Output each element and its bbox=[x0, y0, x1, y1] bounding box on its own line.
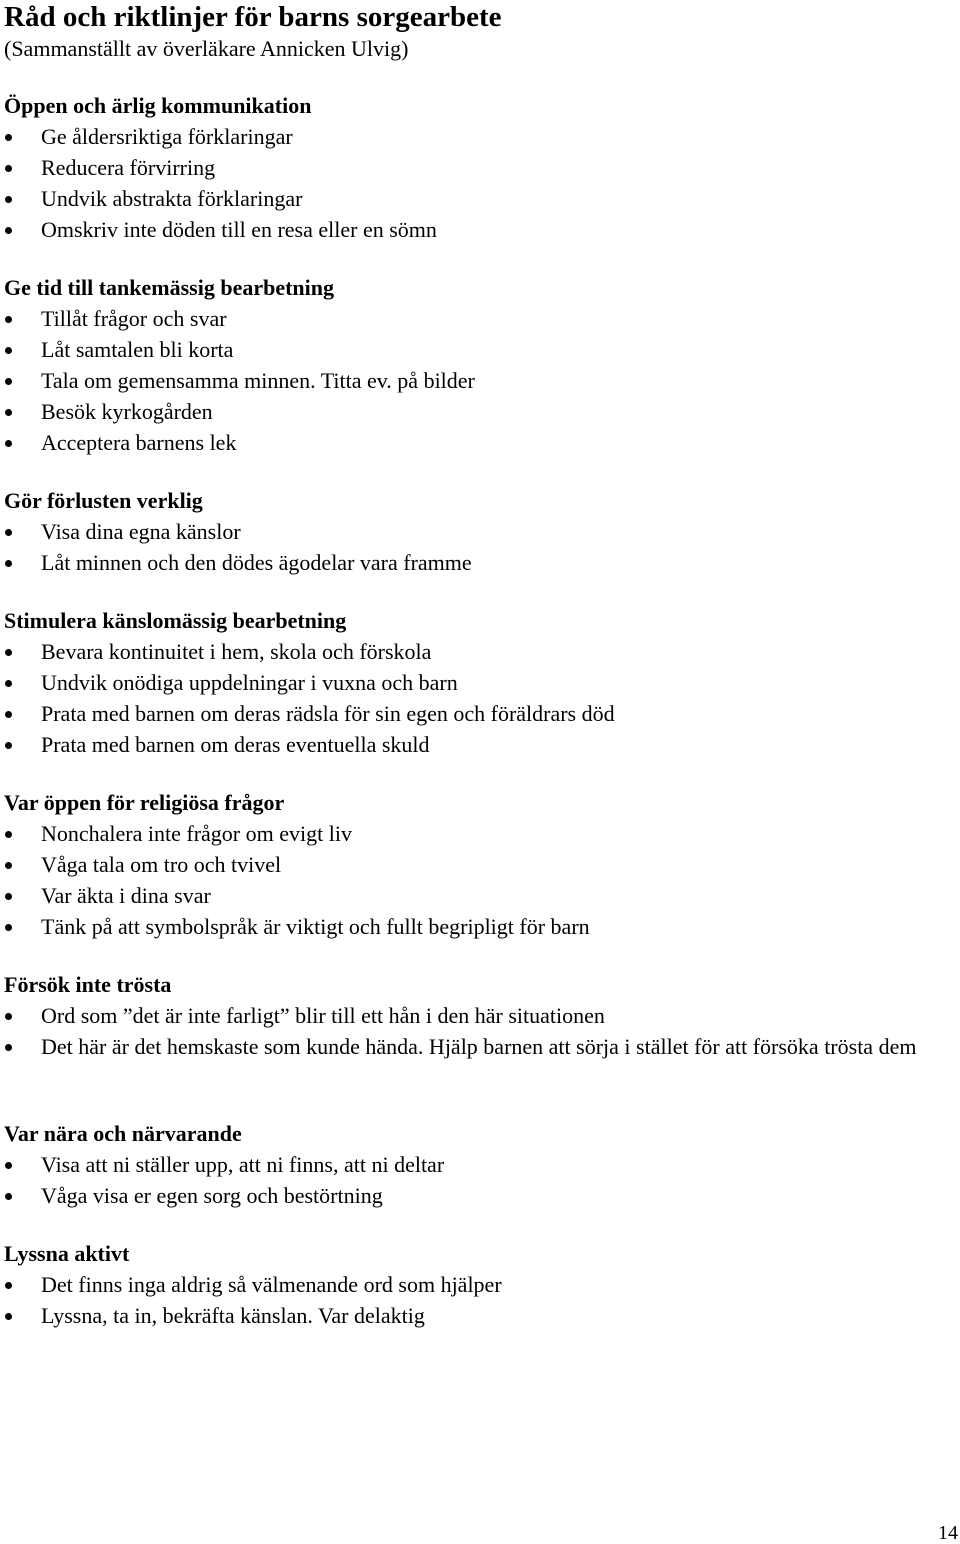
document-title: Råd och riktlinjer för barns sorgearbete bbox=[4, 1, 502, 33]
section-lyssna-aktivt bbox=[0, 1239, 960, 1332]
section-religiosa-fragor bbox=[0, 788, 960, 943]
section-heading: Stimulera känslomässig bearbetning bbox=[4, 608, 347, 633]
list-item: Tala om gemensamma minnen. Titta ev. på bilder bbox=[0, 366, 921, 397]
list-item: Acceptera barnens lek bbox=[0, 428, 921, 459]
bullet-list bbox=[0, 1150, 960, 1212]
list-item: Låt minnen och den dödes ägodelar vara framme bbox=[0, 548, 921, 579]
list-item: Visa att ni ställer upp, att ni finns, att ni deltar bbox=[0, 1150, 921, 1181]
section-heading: Försök inte trösta bbox=[4, 972, 172, 997]
list-item: Bevara kontinuitet i hem, skola och förskola bbox=[0, 637, 921, 668]
section-heading: Öppen och ärlig kommunikation bbox=[4, 93, 312, 118]
list-item: Tänk på att symbolspråk är viktigt och fullt begripligt för barn bbox=[0, 912, 921, 943]
section-oppen-kommunikation bbox=[0, 91, 960, 246]
bullet-list bbox=[0, 304, 960, 459]
document-subtitle: (Sammanställt av överläkare Annicken Ulvig) bbox=[4, 36, 409, 61]
list-item: Besök kyrkogården bbox=[0, 397, 921, 428]
section-nara-narvarande bbox=[0, 1119, 960, 1212]
list-item: Undvik abstrakta förklaringar bbox=[0, 184, 921, 215]
list-item: Omskriv inte döden till en resa eller en sömn bbox=[0, 215, 921, 246]
section-forlusten-verklig bbox=[0, 486, 960, 579]
list-item: Undvik onödiga uppdelningar i vuxna och barn bbox=[0, 668, 921, 699]
list-item: Lyssna, ta in, bekräfta känslan. Var delaktig bbox=[0, 1301, 921, 1332]
list-item: Det här är det hemskaste som kunde hända. Hjälp barnen att sörja i stället för att försöka trösta dem bbox=[0, 1032, 921, 1063]
list-item: Nonchalera inte frågor om evigt liv bbox=[0, 819, 921, 850]
section-heading: Gör förlusten verklig bbox=[4, 488, 203, 513]
bullet-list bbox=[0, 1270, 960, 1332]
section-heading: Var öppen för religiösa frågor bbox=[4, 790, 285, 815]
bullet-list bbox=[0, 122, 960, 246]
list-item: Reducera förvirring bbox=[0, 153, 921, 184]
list-item: Prata med barnen om deras rädsla för sin egen och föräldrars död bbox=[0, 699, 921, 730]
list-item: Visa dina egna känslor bbox=[0, 517, 921, 548]
section-forsok-inte-trosta bbox=[0, 970, 960, 1063]
list-item: Låt samtalen bli korta bbox=[0, 335, 921, 366]
list-item: Prata med barnen om deras eventuella skuld bbox=[0, 730, 921, 761]
list-item: Ord som ”det är inte farligt” blir till ett hån i den här situationen bbox=[0, 1001, 921, 1032]
section-heading: Ge tid till tankemässig bearbetning bbox=[4, 275, 335, 300]
page-number: 14 bbox=[938, 1522, 958, 1544]
section-kanslomassig-bearbetning bbox=[0, 606, 960, 761]
bullet-list bbox=[0, 819, 960, 943]
list-item: Var äkta i dina svar bbox=[0, 881, 921, 912]
list-item: Ge åldersriktiga förklaringar bbox=[0, 122, 921, 153]
bullet-list bbox=[0, 637, 960, 761]
list-item: Tillåt frågor och svar bbox=[0, 304, 921, 335]
section-tankemassig-bearbetning bbox=[0, 273, 960, 459]
section-heading: Lyssna aktivt bbox=[4, 1241, 130, 1266]
section-heading: Var nära och närvarande bbox=[4, 1121, 242, 1146]
bullet-list bbox=[0, 1001, 960, 1063]
list-item: Det finns inga aldrig så välmenande ord som hjälper bbox=[0, 1270, 921, 1301]
list-item: Våga tala om tro och tvivel bbox=[0, 850, 921, 881]
list-item: Våga visa er egen sorg och bestörtning bbox=[0, 1181, 921, 1212]
bullet-list bbox=[0, 517, 960, 579]
